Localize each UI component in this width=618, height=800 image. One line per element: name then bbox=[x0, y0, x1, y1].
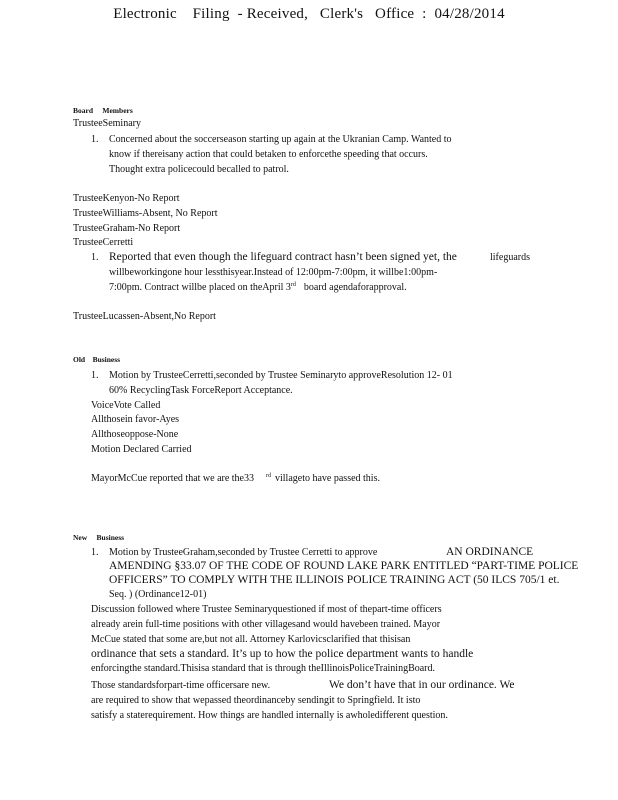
discussion-line: McCue stated that some are,but not all. Attorney Karlovicsclarified that thisisan bbox=[91, 634, 411, 645]
new-business-motion-tail: AN ORDINANCE bbox=[446, 546, 534, 558]
voice-vote-line: VoiceVote Called bbox=[91, 400, 161, 411]
seminary-report-line: know if thereisany action that could betaken to enforcethe speeding that occurs. bbox=[109, 149, 428, 160]
mayor-report-tail: villageto have passed this. bbox=[275, 473, 380, 484]
old-business-motion-line: Motion by TrusteeCerretti,seconded by Trustee Seminaryto approveResolution 12- 01 bbox=[109, 370, 453, 381]
discussion-line: enforcingthe standard.Thisisa standard that is through theIllinoisPoliceTrainingBoard. bbox=[91, 663, 436, 674]
mayor-report-ordinal: rd bbox=[266, 473, 271, 479]
cerretti-report-line bbox=[109, 282, 407, 294]
cerretti-line3-ordinal: rd bbox=[290, 282, 296, 288]
seminary-report-line: Concerned about the soccerseason starting up again at the Ukranian Camp. Wanted to bbox=[109, 134, 452, 145]
mayor-report-text: MayorMcCue reported that we are the33 bbox=[91, 473, 254, 484]
cerretti-report-line: willbeworkingone hour lessthisyear.Instead of 12:00pm-7:00pm, it willbe1:00pm- bbox=[109, 267, 438, 278]
discussion-line: Discussion followed where Trustee Seminaryquestioned if most of thepart-time officers bbox=[91, 604, 442, 615]
ordinance-number-line: Seq. ) (Ordinance12-01) bbox=[109, 589, 207, 600]
new-business-motion-line: Motion by TrusteeGraham,seconded by Trustee Cerretti to approve bbox=[109, 547, 378, 558]
trustee-graham-report: TrusteeGraham-No Report bbox=[73, 223, 181, 234]
cerretti-item-number: 1. bbox=[91, 252, 99, 263]
favor-vote-line: Allthosein favor-Ayes bbox=[91, 414, 180, 425]
new-business-item-number: 1. bbox=[91, 547, 99, 558]
cerretti-report-line-tail: lifeguards bbox=[490, 252, 530, 263]
old-business-item-number: 1. bbox=[91, 370, 99, 381]
filing-stamp-header: Electronic Filing - Received, Clerk's Office : 04/28/2014 bbox=[113, 6, 505, 22]
trustee-kenyon-report: TrusteeKenyon-No Report bbox=[73, 193, 180, 204]
seminary-item-number: 1. bbox=[91, 134, 99, 145]
new-business-heading: New Business bbox=[73, 533, 125, 542]
cerretti-line3-tail: board agendaforapproval. bbox=[303, 282, 407, 293]
trustee-lucassen-report: TrusteeLucassen-Absent,No Report bbox=[73, 311, 216, 322]
discussion-line: ordinance that sets a standard. It’s up to how the police department wants to handle bbox=[91, 648, 474, 660]
cerretti-report-line: Reported that even though the lifeguard contract hasn’t been signed yet, the bbox=[109, 251, 457, 263]
board-members-heading: Board Members bbox=[73, 106, 133, 115]
ordinance-title-line: OFFICERS” TO COMPLY WITH THE ILLINOIS POLICE TRAINING ACT (50 ILCS 705/1 et. bbox=[109, 574, 560, 586]
discussion-line: already arein full-time positions with other villagesand would havebeen trained. Mayor bbox=[91, 619, 441, 630]
trustee-williams-report: TrusteeWilliams-Absent, No Report bbox=[73, 208, 218, 219]
old-business-motion-line: 60% RecyclingTask ForceReport Acceptance. bbox=[109, 385, 293, 396]
ordinance-title-line: AMENDING §33.07 OF THE CODE OF ROUND LAKE PARK ENTITLED “PART-TIME POLICE bbox=[109, 560, 579, 572]
seminary-report-line: Thought extra policecould becalled to patrol. bbox=[109, 164, 289, 175]
discussion-line-tail: We don’t have that in our ordinance. We bbox=[329, 679, 515, 691]
old-business-heading: Old Business bbox=[73, 355, 121, 364]
trustee-cerretti-label: TrusteeCerretti bbox=[73, 237, 134, 248]
discussion-line: Those standardsforpart-time officersare new. bbox=[91, 680, 271, 691]
mayor-report-line bbox=[91, 473, 380, 485]
trustee-seminary-label: TrusteeSeminary bbox=[73, 118, 141, 129]
motion-result-line: Motion Declared Carried bbox=[91, 444, 192, 455]
discussion-line: are required to show that wepassed theordinanceby sendingit to Springfield. It isto bbox=[91, 695, 421, 706]
cerretti-line3-text: 7:00pm. Contract willbe placed on theApril 3 bbox=[109, 282, 291, 293]
oppose-vote-line: Allthoseoppose-None bbox=[91, 429, 179, 440]
discussion-line: satisfy a staterequirement. How things are handled internally is awholedifferent question. bbox=[91, 710, 448, 721]
